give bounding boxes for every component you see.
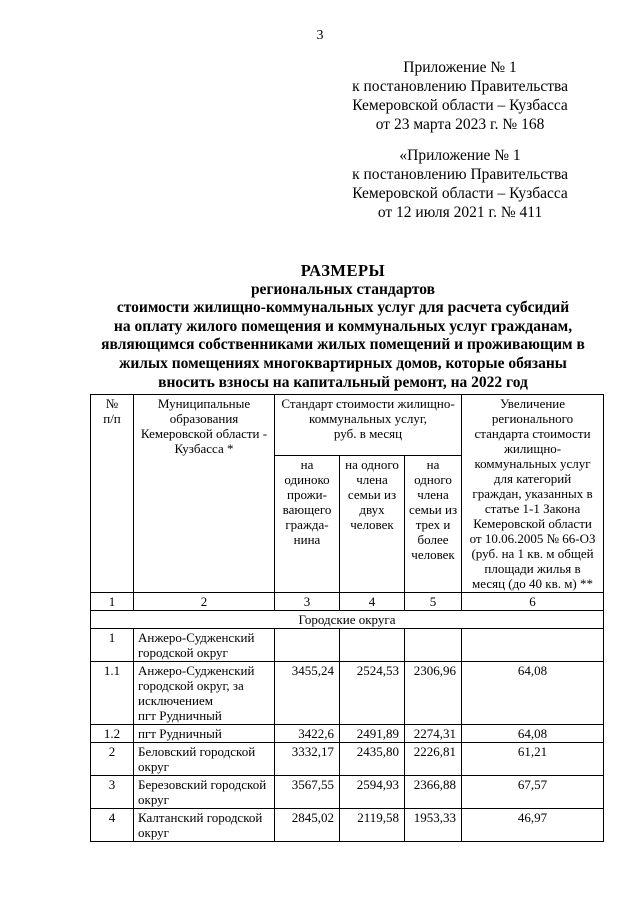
- row-name: Беловский городской округ: [134, 743, 275, 776]
- row-value-three: 2366,88: [405, 776, 462, 809]
- title-line: жилых помещениях многоквартирных домов, которые обязаны: [119, 354, 567, 372]
- table-row: [91, 743, 604, 776]
- title-line: региональных стандартов: [250, 280, 436, 298]
- appendix-line: от 12 июля 2021 г. № 411: [377, 204, 543, 221]
- row-value-increase: 46,97: [462, 809, 604, 842]
- appendix-line: Кемеровской области – Кузбасса: [352, 97, 568, 114]
- row-num: 1: [91, 629, 134, 662]
- column-number: 5: [405, 593, 462, 611]
- title-main: РАЗМЕРЫ: [300, 261, 386, 280]
- section-row: [91, 611, 604, 629]
- row-name: пгт Рудничный: [134, 725, 275, 743]
- header-num: № п/п: [91, 395, 134, 593]
- appendix-line: «Приложение № 1: [399, 147, 521, 164]
- appendix-current-header: [352, 58, 568, 134]
- appendix-line: Приложение № 1: [403, 59, 517, 76]
- table-row: [91, 725, 604, 743]
- row-value-increase: 64,08: [462, 662, 604, 725]
- row-value-single: 3567,55: [275, 776, 340, 809]
- header-standard: Стандарт стоимости жилищно- коммунальных услуг, руб. в месяц: [275, 395, 462, 456]
- row-value-two: 2524,53: [340, 662, 405, 725]
- title-line: стоимости жилищно-коммунальных услуг для расчета субсидий: [116, 299, 570, 317]
- row-value-three: 2306,96: [405, 662, 462, 725]
- header-row: [91, 395, 604, 456]
- row-value-two: 2119,58: [340, 809, 405, 842]
- row-value-two: 2594,93: [340, 776, 405, 809]
- appendix-line: Кемеровской области – Кузбасса: [352, 185, 568, 202]
- standards-table: [90, 394, 604, 842]
- row-value-single: [275, 629, 340, 662]
- row-value-two: 2491,89: [340, 725, 405, 743]
- column-number: 2: [134, 593, 275, 611]
- row-value-three: 2226,81: [405, 743, 462, 776]
- appendix-previous-header: [352, 146, 568, 222]
- column-numbers-row: [91, 593, 604, 611]
- row-value-single: 3455,24: [275, 662, 340, 725]
- row-num: 2: [91, 743, 134, 776]
- row-num: 1.1: [91, 662, 134, 725]
- row-num: 1.2: [91, 725, 134, 743]
- header-three: на одного члена семьи из трех и более человек: [405, 455, 462, 592]
- row-value-increase: [462, 629, 604, 662]
- row-num: 3: [91, 776, 134, 809]
- header-single: на одиноко прожи- вающего гражда- нина: [275, 455, 340, 592]
- title-line: вносить взносы на капитальный ремонт, на 2022 год: [158, 373, 528, 391]
- appendix-line: к постановлению Правительства: [352, 166, 568, 183]
- row-value-increase: 64,08: [462, 725, 604, 743]
- table-row: [91, 776, 604, 809]
- header-municipality: Муниципальные образования Кемеровской области - Кузбасса *: [134, 395, 275, 593]
- title-line: на оплату жилого помещения и коммунальных услуг гражданам,: [113, 317, 573, 335]
- row-value-single: 2845,02: [275, 809, 340, 842]
- row-value-three: [405, 629, 462, 662]
- row-num: 4: [91, 809, 134, 842]
- row-name: Анжеро-Судженский городской округ: [134, 629, 275, 662]
- header-increase: Увеличение регионального стандарта стоимости жилищно- коммунальных услуг для категорий граждан, указанных в статье 1-1 Закона Кемеровской области от 10.06.2005 № 66-ОЗ (руб. на 1 кв. м общей площади жилья в месяц (до 40 кв. м) **: [462, 395, 604, 593]
- row-name: Калтанский городской округ: [134, 809, 275, 842]
- header-two: на одного члена семьи из двух человек: [340, 455, 405, 592]
- row-value-single: 3422,6: [275, 725, 340, 743]
- row-value-increase: 61,21: [462, 743, 604, 776]
- row-value-single: 3332,17: [275, 743, 340, 776]
- section-label: Городские округа: [91, 611, 604, 629]
- row-value-three: 2274,31: [405, 725, 462, 743]
- row-name: Березовский городской округ: [134, 776, 275, 809]
- appendix-line: к постановлению Правительства: [352, 78, 568, 95]
- row-value-three: 1953,33: [405, 809, 462, 842]
- row-value-increase: 67,57: [462, 776, 604, 809]
- appendix-line: от 23 марта 2023 г. № 168: [375, 116, 545, 133]
- column-number: 3: [275, 593, 340, 611]
- column-number: 6: [462, 593, 604, 611]
- column-number: 1: [91, 593, 134, 611]
- table-row: [91, 662, 604, 725]
- row-name: Анжеро-Судженский городской округ, за исключением пгт Рудничный: [134, 662, 275, 725]
- table-row: [91, 809, 604, 842]
- document-title: [0, 262, 640, 392]
- row-value-two: 2435,80: [340, 743, 405, 776]
- page-number: 3: [316, 28, 324, 43]
- title-line: являющимся собственниками жилых помещений и проживающим в: [101, 336, 585, 354]
- column-number: 4: [340, 593, 405, 611]
- row-value-two: [340, 629, 405, 662]
- table-row: [91, 629, 604, 662]
